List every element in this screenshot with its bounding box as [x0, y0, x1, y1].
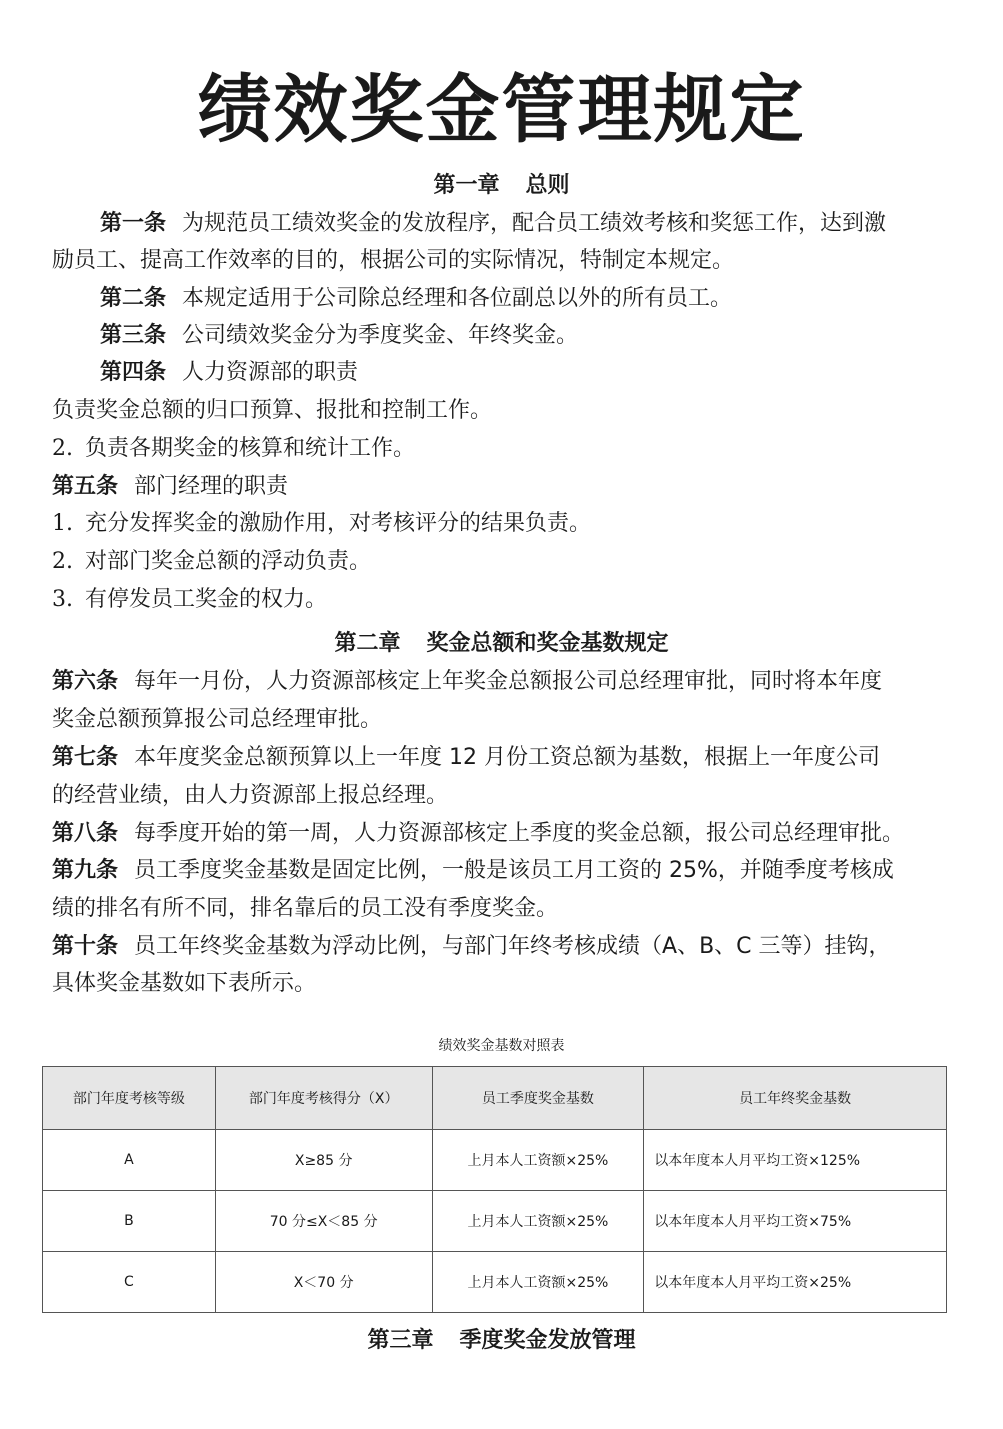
article-continuation: 的经营业绩，由人力资源部上报总经理。 — [52, 783, 449, 808]
article-label: 第八条 — [52, 821, 119, 846]
table-header-row — [43, 1067, 947, 1130]
article-label: 第九条 — [52, 858, 119, 883]
list-item-text: 有停发员工奖金的权力。 — [85, 587, 328, 612]
article-text: 为规范员工绩效奖金的发放程序，配合员工绩效考核和奖惩工作，达到激 — [182, 211, 887, 236]
article-text: 部门经理的职责 — [134, 474, 289, 499]
article-label: 第一条 — [100, 211, 167, 236]
chapter-heading — [0, 170, 1003, 202]
article-paragraph — [100, 283, 732, 315]
chapter-label: 第三章 — [367, 1328, 434, 1353]
list-item-number: 1. — [52, 511, 73, 536]
table-cell: A — [43, 1130, 216, 1191]
article-text: 公司绩效奖金分为季度奖金、年终奖金。 — [182, 323, 579, 348]
list-item — [52, 433, 415, 465]
column-header: 员工年终奖金基数 — [644, 1067, 947, 1130]
list-item — [52, 508, 591, 540]
column-header: 部门年度考核等级 — [43, 1067, 216, 1130]
article-paragraph — [100, 320, 578, 352]
table-caption: 绩效奖金基数对照表 — [438, 1038, 565, 1054]
table-cell: X＜70 分 — [215, 1252, 432, 1313]
article-paragraph — [52, 931, 891, 963]
article-continuation: 奖金总额预算报公司总经理审批。 — [52, 707, 383, 732]
chapter-heading — [0, 628, 1003, 660]
article-continuation: 具体奖金基数如下表所示。 — [52, 971, 317, 996]
article-label: 第二条 — [100, 286, 167, 311]
article-paragraph — [100, 208, 886, 240]
list-item-number: 2. — [52, 549, 73, 574]
article-text: 本规定适用于公司除总经理和各位副总以外的所有员工。 — [182, 286, 733, 311]
list-item-text: 充分发挥奖金的激励作用，对考核评分的结果负责。 — [85, 511, 592, 536]
chapter-name: 季度奖金发放管理 — [459, 1328, 636, 1353]
table-row — [43, 1191, 947, 1252]
article-label: 第六条 — [52, 669, 119, 694]
article-label: 第十条 — [52, 934, 119, 959]
table-cell: X≥85 分 — [215, 1130, 432, 1191]
table-row — [43, 1252, 947, 1313]
article-text: 员工年终奖金基数为浮动比例，与部门年终考核成绩（A、B、C 三等）挂钩， — [134, 934, 891, 959]
table-cell: 以本年度本人月平均工资×75% — [644, 1191, 947, 1252]
table-cell: 以本年度本人月平均工资×125% — [644, 1130, 947, 1191]
article-continuation: 励员工、提高工作效率的目的，根据公司的实际情况，特制定本规定。 — [52, 248, 735, 273]
article-text: 人力资源部的职责 — [182, 360, 359, 385]
article-text: 每年一月份，人力资源部核定上年奖金总额报公司总经理审批，同时将本年度 — [134, 669, 883, 694]
table-cell: 上月本人工资额×25% — [432, 1252, 644, 1313]
chapter-name: 总则 — [525, 173, 570, 198]
article-paragraph — [52, 818, 904, 850]
list-item-number: 3. — [52, 587, 73, 612]
list-item-text: 负责各期奖金的核算和统计工作。 — [85, 436, 416, 461]
table-cell: 上月本人工资额×25% — [432, 1130, 644, 1191]
article-paragraph — [100, 357, 358, 389]
list-item-text: 负责奖金总额的归口预算、报批和控制工作。 — [52, 398, 493, 423]
article-paragraph — [52, 666, 882, 698]
column-header: 部门年度考核得分（X） — [215, 1067, 432, 1130]
table-cell: B — [43, 1191, 216, 1252]
table-cell: 上月本人工资额×25% — [432, 1191, 644, 1252]
article-paragraph — [52, 742, 880, 774]
article-paragraph — [52, 471, 288, 503]
chapter-heading — [0, 1325, 1003, 1357]
list-item — [52, 395, 492, 427]
article-paragraph — [52, 855, 894, 887]
article-label: 第七条 — [52, 745, 119, 770]
article-text: 员工季度奖金基数是固定比例，一般是该员工月工资的 25%，并随季度考核成 — [134, 858, 894, 883]
table-cell: 70 分≤X＜85 分 — [215, 1191, 432, 1252]
chapter-label: 第一章 — [433, 173, 500, 198]
bonus-base-table — [42, 1066, 947, 1313]
chapter-label: 第二章 — [334, 631, 401, 656]
list-item — [52, 584, 327, 616]
page-title: 绩效奖金管理规定 — [197, 67, 806, 153]
article-label: 第三条 — [100, 323, 167, 348]
list-item-number: 2. — [52, 436, 73, 461]
list-item — [52, 546, 371, 578]
table-cell: 以本年度本人月平均工资×25% — [644, 1252, 947, 1313]
column-header: 员工季度奖金基数 — [432, 1067, 644, 1130]
article-continuation: 绩的排名有所不同，排名靠后的员工没有季度奖金。 — [52, 896, 559, 921]
article-label: 第四条 — [100, 360, 167, 385]
table-row — [43, 1130, 947, 1191]
article-text: 本年度奖金总额预算以上一年度 12 月份工资总额为基数，根据上一年度公司 — [134, 745, 880, 770]
article-text: 每季度开始的第一周，人力资源部核定上季度的奖金总额，报公司总经理审批。 — [134, 821, 905, 846]
table-cell: C — [43, 1252, 216, 1313]
list-item-text: 对部门奖金总额的浮动负责。 — [85, 549, 372, 574]
chapter-name: 奖金总额和奖金基数规定 — [426, 631, 669, 656]
article-label: 第五条 — [52, 474, 119, 499]
